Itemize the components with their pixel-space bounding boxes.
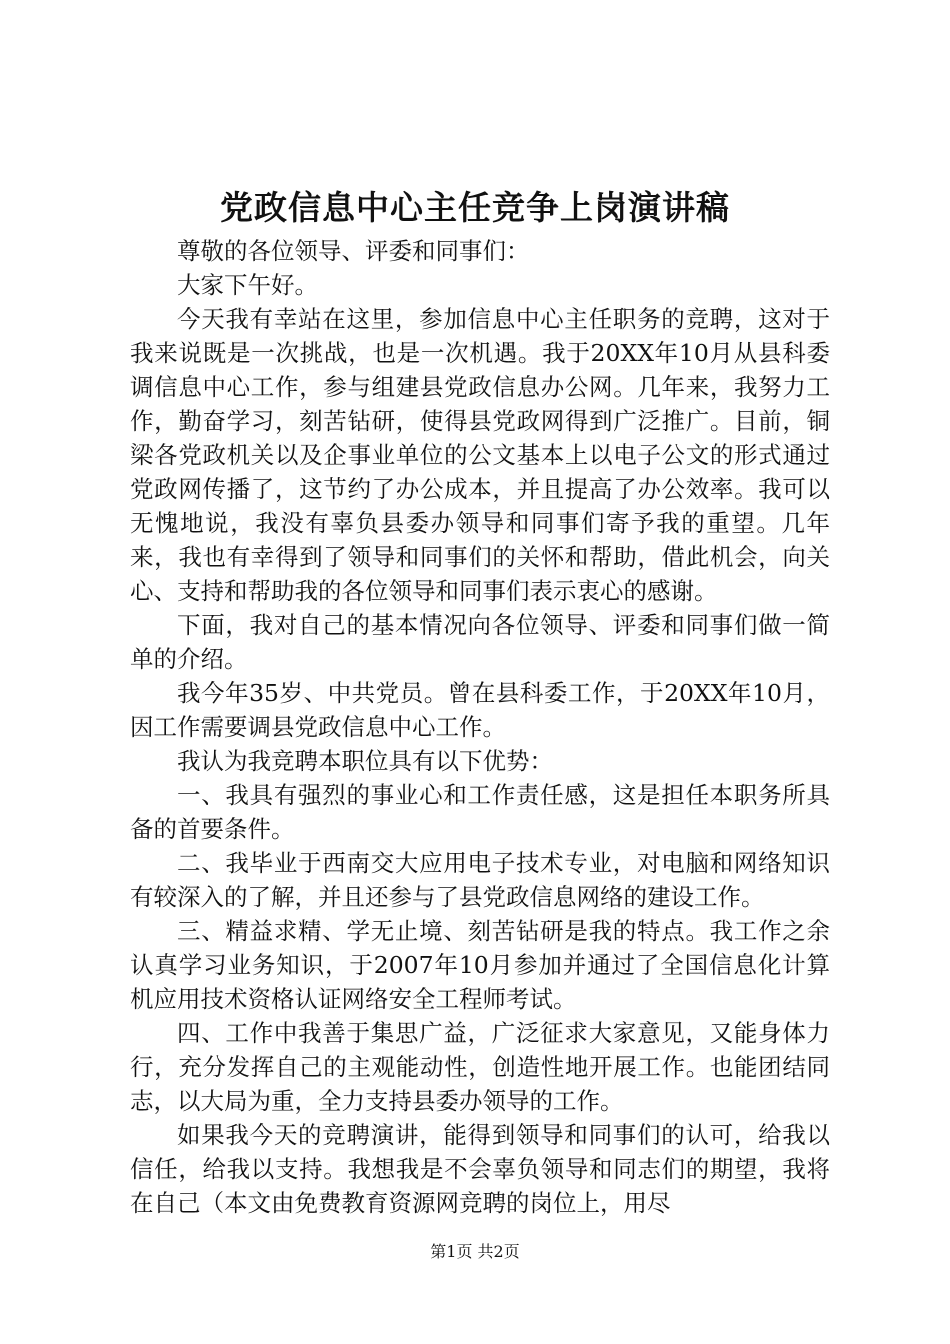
paragraph-closing: 如果我今天的竞聘演讲，能得到领导和同事们的认可，给我以信任，给我以支持。我想我是不会辜负领导和同志们的期望，我将在自己（本文由免费教育资源网竞聘的岗位上，用尽	[130, 1121, 830, 1217]
paragraph-advantage-3: 三、精益求精、学无止境、刻苦钻研是我的特点。我工作之余认真学习业务知识，于2007年10月参加并通过了全国信息化计算机应用技术资格认证网络安全工程师考试。	[130, 917, 830, 1013]
paragraph-advantage-4: 四、工作中我善于集思广益，广泛征求大家意见，又能身体力行，充分发挥自己的主观能动性，创造性地开展工作。也能团结同志，以大局为重，全力支持县委办领导的工作。	[130, 1019, 830, 1115]
page-title: 党政信息中心主任竞争上岗演讲稿	[220, 188, 730, 227]
paragraph-advantages-lead: 我认为我竞聘本职位具有以下优势：	[177, 747, 553, 775]
paragraph-advantage-1: 一、我具有强烈的事业心和工作责任感，这是担任本职务所具备的首要条件。	[130, 781, 830, 843]
paragraph-advantage-2: 二、我毕业于西南交大应用电子技术专业，对电脑和网络知识有较深入的了解，并且还参与了县党政信息网络的建设工作。	[130, 849, 830, 911]
paragraph-introduction: 今天我有幸站在这里，参加信息中心主任职务的竞聘，这对于我来说既是一次挑战，也是一次机遇。我于20XX年10月从县科委调信息中心工作，参与组建县党政信息办公网。几年来，我努力工作，勤奋学习，刻苦钻研，使得县党政网得到广泛推广。目前，铜梁各党政机关以及企事业单位的公文基本上以电子公文的形式通过党政网传播了，这节约了办公成本，并且提高了办公效率。我可以无愧地说，我没有辜负县委办领导和同事们寄予我的重望。几年来，我也有幸得到了领导和同事们的关怀和帮助，借此机会，向关心、支持和帮助我的各位领导和同事们表示衷心的感谢。	[130, 305, 830, 605]
paragraph-basic-info: 我今年35岁、中共党员。曾在县科委工作，于20XX年10月，因工作需要调县党政信息中心工作。	[130, 679, 830, 741]
paragraph-salutation: 尊敬的各位领导、评委和同事们：	[177, 237, 530, 265]
paragraph-greeting: 大家下午好。	[177, 271, 318, 299]
paragraph-self-intro-lead: 下面，我对自己的基本情况向各位领导、评委和同事们做一简单的介绍。	[130, 611, 830, 673]
document-body	[130, 234, 830, 1220]
page-number-footer: 第1页 共2页	[430, 1242, 520, 1261]
